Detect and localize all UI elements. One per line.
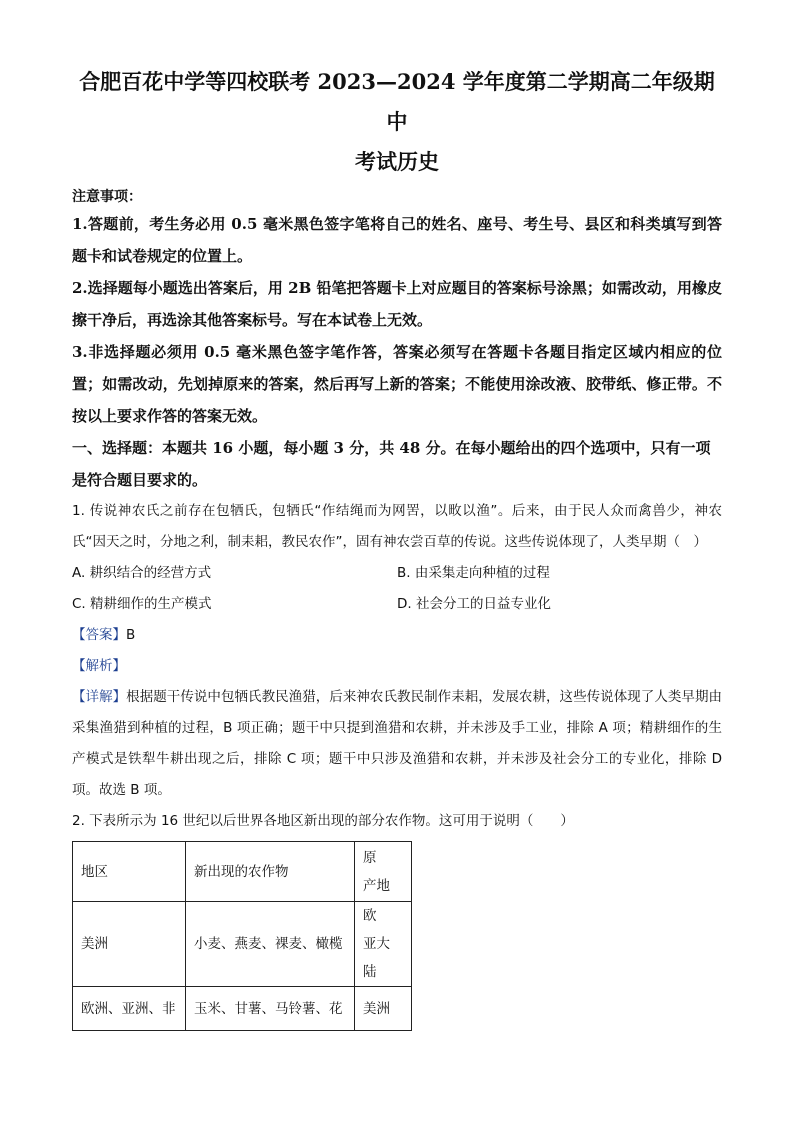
question-1-options: [72, 558, 722, 620]
notice-heading: 注意事项：: [72, 189, 142, 205]
cell-origin: 美洲: [355, 987, 412, 1031]
option-b: B. 由采集走向种植的过程: [397, 565, 550, 581]
page-subtitle: 考试历史: [355, 149, 439, 174]
detail-paragraph: [72, 682, 722, 806]
question-2-stem: 2. 下表所示为 16 世纪以后世界各地区新出现的部分农作物。这可用于说明（ ）: [72, 813, 574, 829]
notice-item-3: 3.非选择题必须用 0.5 毫米黑色签字笔作答，答案必须写在答题卡各题目指定区域内相应的位置；如需改动，先划掉原来的答案，然后再写上新的答案；不能使用涂改液、胶带纸、修正带。不按以上要求作答的答案无效。: [72, 343, 722, 425]
table-row: [73, 987, 412, 1031]
analysis-line: [72, 651, 722, 682]
cell-region: 美洲: [73, 902, 186, 987]
question-1-stem: 1. 传说神农氏之前存在包牺氏，包牺氏“作结绳而为网罟，以畋以渔”。后来，由于民人众而禽兽少，神农氏“因天之时，分地之利，制耒耜，教民农作”，固有神农尝百草的传说。这些传说体现了，人类早期（ ）: [72, 503, 722, 550]
header-origin: 原 产地: [355, 842, 412, 902]
table-row: [73, 902, 412, 987]
crops-table: [72, 841, 412, 1031]
table-header-row: [73, 842, 412, 902]
cell-crops: 玉米、甘薯、马铃薯、花: [186, 987, 355, 1031]
page-title: 合肥百花中学等四校联考 2023—2024 学年度第二学期高二年级期中: [79, 69, 715, 134]
cell-origin: 欧 亚大陆: [355, 902, 412, 987]
section-heading: 一、选择题：本题共 16 小题，每小题 3 分，共 48 分。在每小题给出的四个选项中，只有一项是符合题目要求的。: [72, 439, 711, 489]
cell-crops: 小麦、燕麦、裸麦、橄榄: [186, 902, 355, 987]
option-a: A. 耕织结合的经营方式: [72, 565, 212, 581]
answer-tag: 【答案】: [72, 627, 126, 643]
option-d: D. 社会分工的日益专业化: [397, 596, 551, 612]
analysis-tag: 【解析】: [72, 658, 126, 674]
notice-item-2: 2.选择题每小题选出答案后，用 2B 铅笔把答题卡上对应题目的答案标号涂黑；如需改动，用橡皮擦干净后，再选涂其他答案标号。写在本试卷上无效。: [72, 279, 722, 329]
cell-region: 欧洲、亚洲、非: [73, 987, 186, 1031]
detail-tag: 【详解】: [72, 689, 127, 705]
answer-line: [72, 620, 722, 651]
detail-text: 根据题干传说中包牺氏教民渔猎，后来神农氏教民制作耒耜，发展农耕，这些传说体现了人类早期由采集渔猎到种植的过程，B 项正确；题干中只提到渔猎和农耕，并未涉及手工业，排除 A 项；精耕细作的生产模式是铁犁牛耕出现之后，排除 C 项；题干中只涉及渔猎和农耕，并未涉及社会分工的专业化，排除 D 项。故选 B 项。: [72, 689, 723, 798]
header-crops: 新出现的农作物: [186, 842, 355, 902]
option-c: C. 精耕细作的生产模式: [72, 596, 212, 612]
notice-item-1: 1.答题前，考生务必用 0.5 毫米黑色签字笔将自己的姓名、座号、考生号、县区和科类填写到答题卡和试卷规定的位置上。: [72, 215, 722, 265]
exam-page: [72, 62, 722, 1031]
header-region: 地区: [73, 842, 186, 902]
answer-value: B: [126, 627, 136, 643]
